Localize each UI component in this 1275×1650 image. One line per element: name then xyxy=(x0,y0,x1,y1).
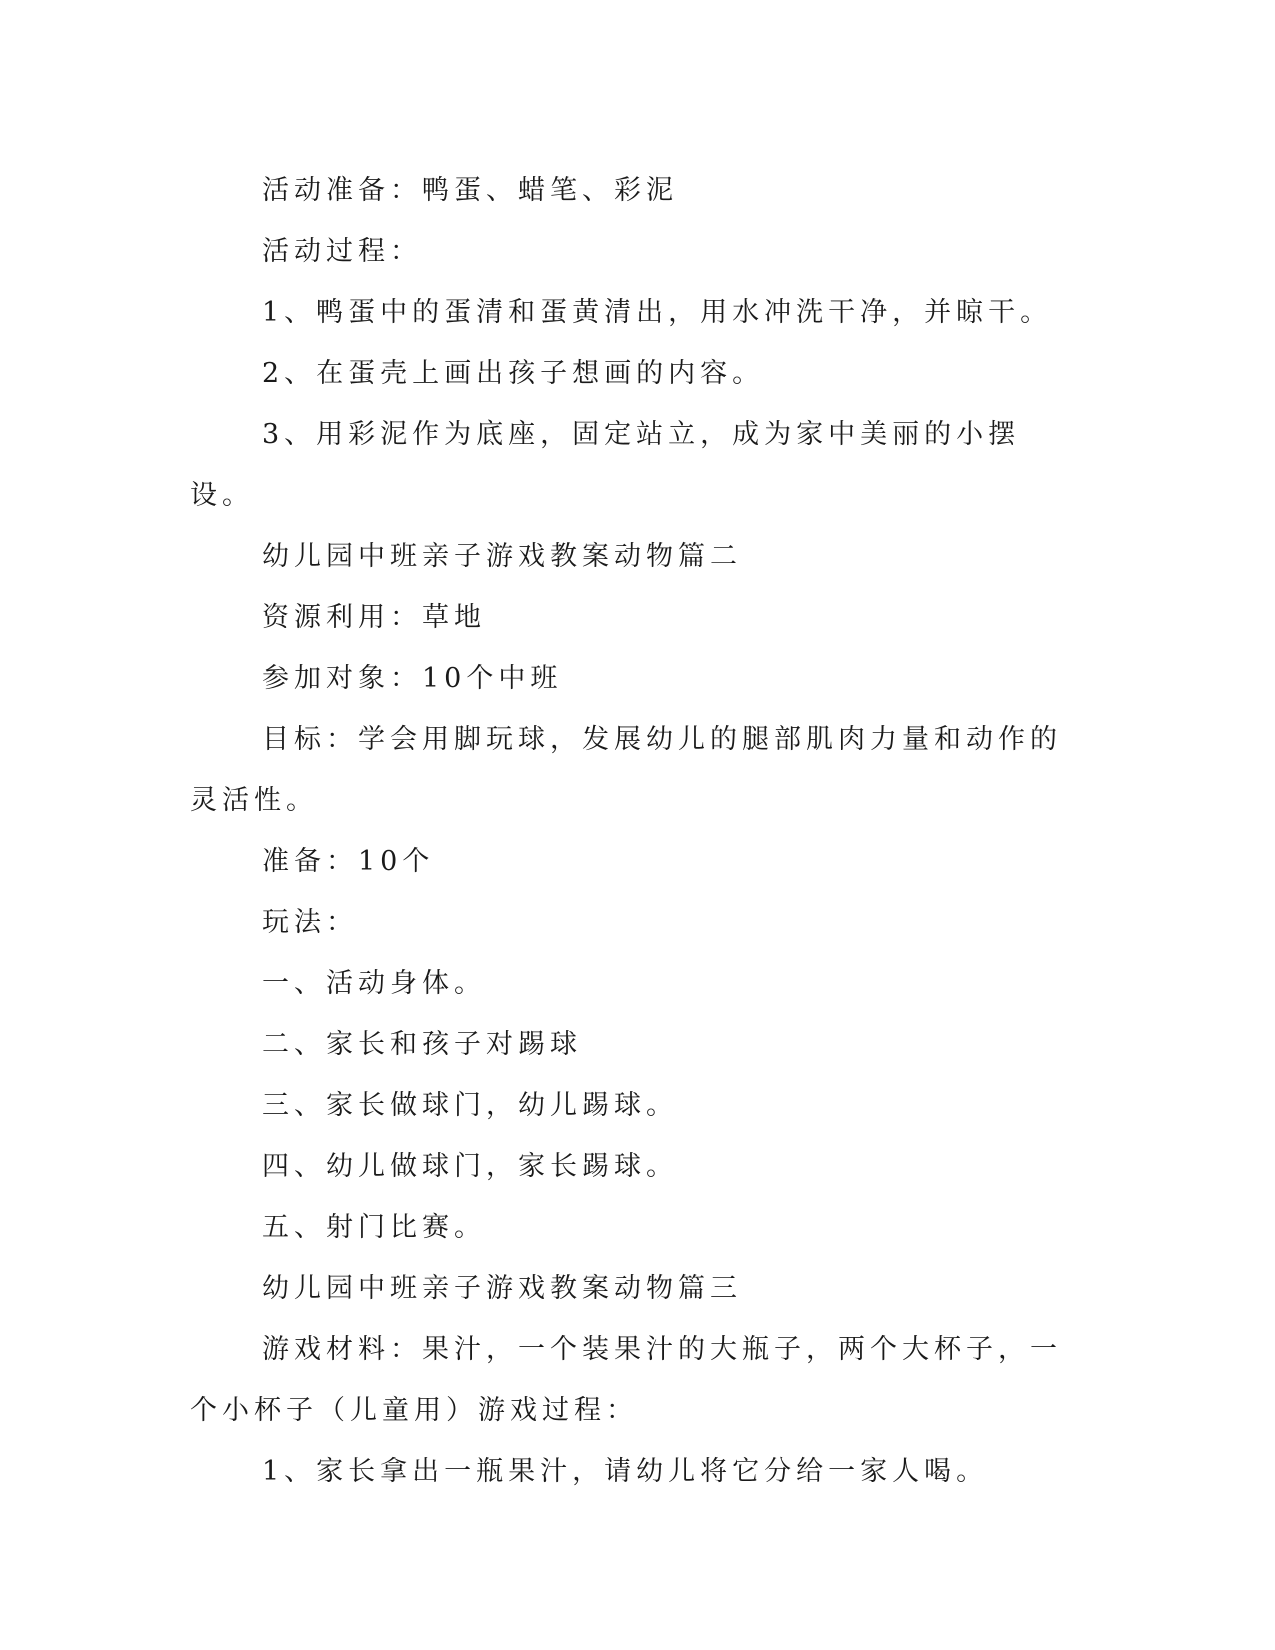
paragraph-materials: 活动准备：鸭蛋、蜡笔、彩泥 xyxy=(262,175,678,206)
section-heading-part-3: 幼儿园中班亲子游戏教案动物篇三 xyxy=(262,1273,742,1304)
paragraph-participants: 参加对象：10个中班 xyxy=(262,663,563,694)
section-heading-part-2: 幼儿园中班亲子游戏教案动物篇二 xyxy=(262,541,742,572)
paragraph-rule-4: 四、幼儿做球门，家长踢球。 xyxy=(262,1151,678,1182)
paragraph-game-step-1: 1、家长拿出一瓶果汁，请幼儿将它分给一家人喝。 xyxy=(262,1456,989,1487)
paragraph-rules-heading: 玩法： xyxy=(262,907,358,938)
paragraph-resources: 资源利用：草地 xyxy=(262,602,486,633)
paragraph-rule-1: 一、活动身体。 xyxy=(262,968,486,999)
paragraph-step-3: 3、用彩泥作为底座，固定站立，成为家中美丽的小摆设。 xyxy=(190,419,1021,511)
paragraph-rule-2: 二、家长和孩子对踢球 xyxy=(262,1029,582,1060)
paragraph-process-heading: 活动过程： xyxy=(262,236,422,267)
paragraph-preparation: 准备：10个 xyxy=(262,846,435,877)
paragraph-game-materials: 游戏材料：果汁，一个装果汁的大瓶子，两个大杯子，一个小杯子（儿童用）游戏过程： xyxy=(190,1334,1062,1426)
paragraph-rule-5: 五、射门比赛。 xyxy=(262,1212,486,1243)
paragraph-step-1: 1、鸭蛋中的蛋清和蛋黄清出，用水冲洗干净，并晾干。 xyxy=(262,297,1053,328)
paragraph-rule-3: 三、家长做球门，幼儿踢球。 xyxy=(262,1090,678,1121)
document-body xyxy=(190,160,1070,1502)
paragraph-step-2: 2、在蛋壳上画出孩子想画的内容。 xyxy=(262,358,765,389)
paragraph-goal: 目标：学会用脚玩球，发展幼儿的腿部肌肉力量和动作的灵活性。 xyxy=(190,724,1062,816)
